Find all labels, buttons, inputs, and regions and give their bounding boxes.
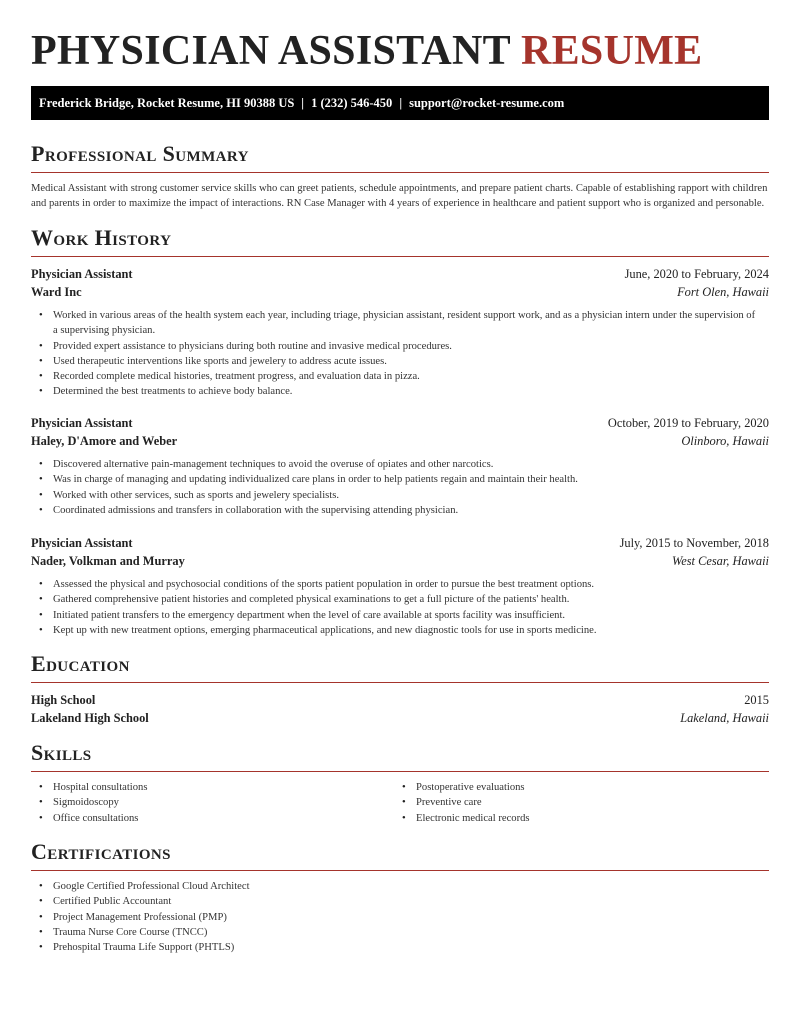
job-dates: June, 2020 to February, 2024 xyxy=(624,267,769,281)
contact-email: support@rocket-resume.com xyxy=(409,96,565,110)
job-bullet: • Kept up with new treatment options, emerging pharmaceutical applications, and new diagnostic tools for use in sports medicine. xyxy=(31,623,769,638)
skill-item: • Postoperative evaluations xyxy=(394,780,757,795)
job-company: Haley, D'Amore and Weber xyxy=(31,434,178,448)
job-location: Olinboro, Hawaii xyxy=(681,434,769,448)
education-year: 2015 xyxy=(744,693,769,707)
work-history-heading: Work History xyxy=(31,225,769,257)
skills-list xyxy=(31,780,769,826)
certification-item: • Prehospital Trauma Life Support (PHTLS) xyxy=(31,940,769,955)
job-dates: October, 2019 to February, 2020 xyxy=(607,416,769,430)
certification-item: • Google Certified Professional Cloud Architect xyxy=(31,879,769,894)
education-degree-row xyxy=(31,691,769,709)
certifications-heading: Certifications xyxy=(31,839,769,871)
job-title: Physician Assistant xyxy=(31,536,133,550)
job-title: Physician Assistant xyxy=(31,416,133,430)
skills-column-left xyxy=(31,780,394,826)
job-bullet: • Was in charge of managing and updating individualized care plans in order to help patients regain and maintain their health. xyxy=(31,472,769,487)
summary-heading: Professional Summary xyxy=(31,141,769,173)
job-bullet: • Worked with other services, such as sports and jewelery specialists. xyxy=(31,488,769,503)
job-dates: July, 2015 to November, 2018 xyxy=(619,536,769,550)
skills-heading: Skills xyxy=(31,740,769,772)
job-location: West Cesar, Hawaii xyxy=(672,554,769,568)
certification-item: • Trauma Nurse Core Course (TNCC) xyxy=(31,925,769,940)
job-bullets xyxy=(31,577,769,638)
job-bullets xyxy=(31,308,769,400)
job-company-row xyxy=(31,552,769,570)
education-school: Lakeland High School xyxy=(31,711,149,725)
resume-title xyxy=(31,28,702,74)
education-degree: High School xyxy=(31,693,96,707)
job-bullets xyxy=(31,457,769,518)
job-bullet: • Worked in various areas of the health system each year, including triage, physician assistant, resident support work, and as a physician intern under the supervision of a supervising physician. xyxy=(31,308,769,339)
title-main: PHYSICIAN ASSISTANT xyxy=(31,28,511,74)
job-company: Ward Inc xyxy=(31,285,82,299)
contact-separator: | xyxy=(301,96,305,110)
contact-address: Frederick Bridge, Rocket Resume, HI 90388 US xyxy=(39,96,295,110)
title-accent: RESUME xyxy=(520,28,703,74)
education-school-row xyxy=(31,709,769,727)
education-heading: Education xyxy=(31,651,769,683)
job-company-row xyxy=(31,283,769,301)
job-bullet: • Used therapeutic interventions like sports and jewelery to address acute issues. xyxy=(31,354,769,369)
job-location: Fort Olen, Hawaii xyxy=(677,285,769,299)
job-title: Physician Assistant xyxy=(31,267,133,281)
job-title-row xyxy=(31,265,769,283)
contact-separator: | xyxy=(399,96,403,110)
job-company: Nader, Volkman and Murray xyxy=(31,554,185,568)
job-title-row xyxy=(31,534,769,552)
job-bullet: • Recorded complete medical histories, treatment progress, and evaluation data in pizza. xyxy=(31,369,769,384)
job-bullet: • Initiated patient transfers to the emergency department when the level of care available at sports facility was insufficient. xyxy=(31,608,769,623)
contact-phone: 1 (232) 546-450 xyxy=(311,96,393,110)
contact-bar xyxy=(31,86,769,120)
skill-item: • Electronic medical records xyxy=(394,811,757,826)
job-company-row xyxy=(31,432,769,450)
skill-item: • Office consultations xyxy=(31,811,394,826)
skills-column-right xyxy=(394,780,757,826)
skill-item: • Preventive care xyxy=(394,795,757,810)
summary-text: Medical Assistant with strong customer service skills who can greet patients, schedule appointments, and prepare patient charts. Capable of establishing rapport with children and parents in order to maximize the impact of interactions. RN Case Manager with 4 years of experience in healthcare and patient support who is organized and personable. xyxy=(31,183,768,210)
job-title-row xyxy=(31,414,769,432)
certifications-list xyxy=(31,879,769,955)
certification-item: • Project Management Professional (PMP) xyxy=(31,910,769,925)
skill-item: • Sigmoidoscopy xyxy=(31,795,394,810)
job-bullet: • Discovered alternative pain-management techniques to avoid the overuse of opiates and other narcotics. xyxy=(31,457,769,472)
job-bullet: • Determined the best treatments to achieve body balance. xyxy=(31,384,769,399)
job-bullet: • Provided expert assistance to physicians during both routine and invasive medical procedures. xyxy=(31,339,769,354)
skill-item: • Hospital consultations xyxy=(31,780,394,795)
certification-item: • Certified Public Accountant xyxy=(31,894,769,909)
education-location: Lakeland, Hawaii xyxy=(680,711,769,725)
job-bullet: • Gathered comprehensive patient histories and completed physical examinations to get a full picture of the patients' health. xyxy=(31,592,769,607)
job-bullet: • Coordinated admissions and transfers in collaboration with the supervising attending physician. xyxy=(31,503,769,518)
job-bullet: • Assessed the physical and psychosocial conditions of the sports patient population in order to pursue the best treatment options. xyxy=(31,577,769,592)
